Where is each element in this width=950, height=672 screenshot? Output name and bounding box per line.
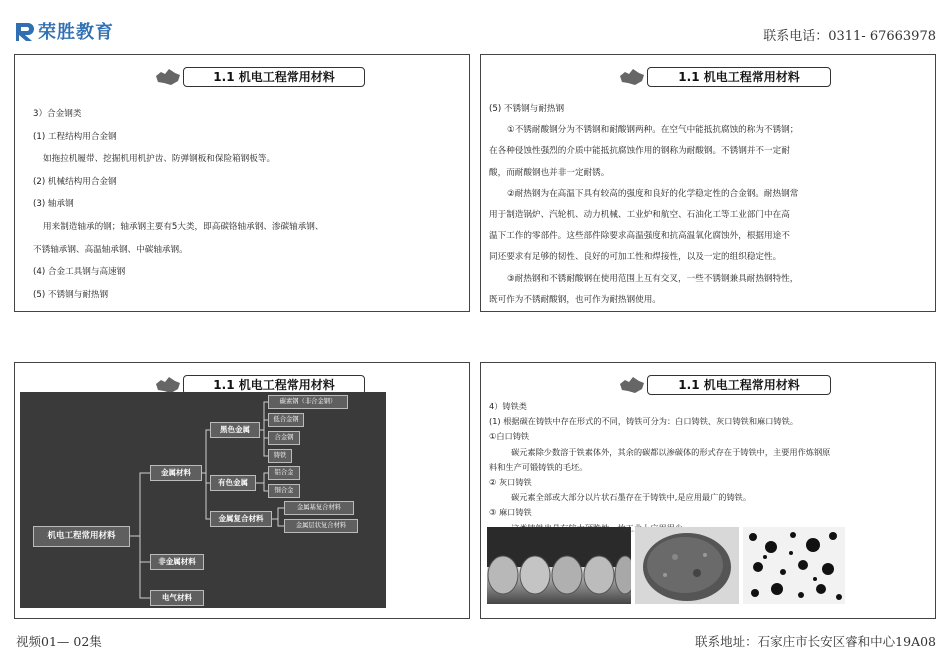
text-line: 碳元素除少数溶于铁素体外，其余的碳都以渗碳体的形式存在于铸铁中，主要用作炼钢原 [511,446,831,457]
text-line: 在各种侵蚀性强烈的介质中能抵抗腐蚀作用的钢称为耐酸钢。不锈钢并不一定耐 [489,146,790,157]
slide-cast-iron [480,362,936,619]
graphite-microstructure-photo [743,527,845,604]
text-line: 料和生产可锻铸铁的毛坯。 [489,461,588,472]
slide-title: 1.1 机电工程常用材料 [647,67,831,87]
mindmap-node: 非金属材料 [150,554,204,570]
mindmap-connectors [20,392,386,608]
text-line: 用于制造锅炉、汽轮机、动力机械、工业炉和航空、石油化工等工业部门中在高 [489,210,790,221]
text-line: ②耐热钢为在高温下具有较高的强度和良好的化学稳定性的合金钢。耐热钢常 [507,188,799,199]
slide-material-mindmap [14,362,470,619]
text-line: 酸，而耐酸钢也并非一定耐锈。 [489,167,610,178]
text-line: ①不锈耐酸钢分为不锈钢和耐酸钢两种。在空气中能抵抗腐蚀的称为不锈钢； [507,125,799,136]
text-line: 用来制造轴承的钢；轴承钢主要有5大类，即高碳铬轴承钢、渗碳轴承钢、 [43,221,324,232]
text-line: 不锈轴承钢、高温轴承钢、中碳轴承钢。 [33,244,188,255]
text-line: 既可作为不锈耐酸钢，也可作为耐热钢使用。 [489,294,661,305]
mindmap-node: 碳素钢（非合金钢） [268,395,348,409]
text-line: (5) 不锈钢与耐热钢 [33,289,109,300]
slide-title: 1.1 机电工程常用材料 [183,375,365,395]
logo-r-icon [14,20,36,42]
text-line: 4）铸铁类 [489,401,527,411]
mindmap-node: 合金钢 [268,431,300,445]
text-line: (3) 轴承钢 [33,199,74,210]
mindmap-node: 铸铁 [268,449,292,463]
cast-iron-rods-photo [487,527,631,604]
map-icon [619,376,645,394]
mindmap [20,392,386,608]
mindmap-root: 机电工程常用材料 [33,526,130,547]
slide-stainless-steel [480,54,936,312]
text-line: (4) 合金工具钢与高速钢 [33,267,126,278]
text-line: ①白口铸铁 [489,431,530,442]
map-icon [619,68,645,86]
contact-address: 联系地址：石家庄市长安区睿和中心19A08 [695,634,936,649]
slide-alloy-steel [14,54,470,312]
mindmap-node: 金属层状复合材料 [284,519,358,533]
mindmap-node: 铝合金 [268,466,300,480]
text-line: ③ 麻口铸铁 [489,507,532,518]
text-line: 如拖拉机履带、挖掘机用机护齿、防弹钢板和保险箱钢板等。 [43,154,276,165]
map-icon [155,68,181,86]
slide-title: 1.1 机电工程常用材料 [183,67,365,87]
mindmap-node: 铜合金 [268,484,300,498]
text-line: 碳元素全部或大部分以片状石墨存在于铸铁中,是应用最广的铸铁。 [511,492,752,503]
mindmap-node: 电气材料 [150,590,204,606]
text-line: (1) 根据碳在铸铁中存在形式的不同，铸铁可分为：白口铸铁、灰口铸铁和麻口铸铁。 [489,416,798,427]
mindmap-node: 黑色金属 [210,422,260,438]
mindmap-node: 低合金钢 [268,413,304,427]
mindmap-node: 金属材料 [150,465,202,481]
slide-title: 1.1 机电工程常用材料 [647,375,831,395]
text-line: ③耐热钢和不锈耐酸钢在使用范围上互有交叉，一些不锈钢兼具耐热钢特性， [507,273,799,284]
brand-logo [14,18,114,44]
mindmap-node: 金属基复合材料 [284,501,354,515]
text-line: (2) 机械结构用合金钢 [33,176,117,187]
text-line: 3）合金钢类 [33,109,82,119]
mindmap-node: 金属复合材料 [210,511,272,527]
cast-iron-section-photo [635,527,739,604]
logo-text: 荣胜教育 [38,22,114,43]
text-line: ② 灰口铸铁 [489,477,532,488]
contact-phone: 联系电话：0311- 67663978 [763,29,936,44]
mindmap-node: 有色金属 [210,475,256,491]
text-line: 温下工作的零部件。这些部件除要求高温强度和抗高温氧化腐蚀外，根据用途不 [489,231,790,242]
text-line: 同还要求有足够的韧性、良好的可加工性和焊接性，以及一定的组织稳定性。 [489,252,782,263]
text-line: (5) 不锈钢与耐热钢 [489,104,565,114]
video-episode-label: 视频01— 02集 [16,634,102,649]
text-line: (1) 工程结构用合金钢 [33,131,117,142]
